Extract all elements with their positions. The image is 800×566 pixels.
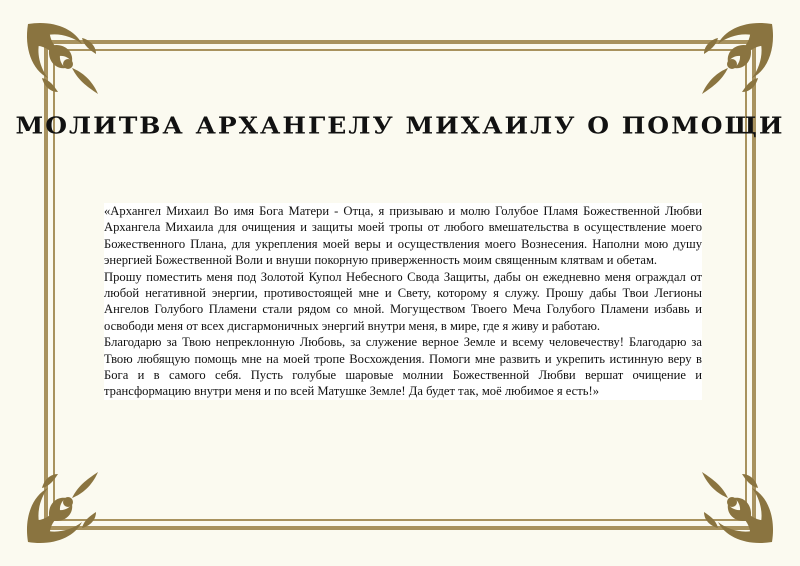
prayer-paragraph: «Архангел Михаил Во имя Бога Матери - Отца, я призываю и молю Голубое Пламя Божественной Любви Архангела Михаила для очищения и защиты моей тропы от любого вмешательства в осуществление моего Божественного Плана, для укрепления моей веры и осуществления моего Вознесения. Наполни мою душу энергией Божественной Воли и внуши покорную приверженность моим священным клятвам и обетам. [104,204,702,268]
corner-ornament-icon [696,466,778,548]
corner-ornament-icon [22,18,104,100]
page-title: МОЛИТВА АРХАНГЕЛУ МИХАИЛУ О ПОМОЩИ [15,111,785,140]
prayer-text-block [104,203,702,400]
corner-ornament-icon [696,18,778,100]
prayer-paragraph: Благодарю за Твою непреклонную Любовь, за служение верное Земле и всему человечеству! Благодарю за Твою любящую помощь мне на моей тропе Восхождения. Помоги мне развить и укрепить истинную веру в Бога и в самого себя. Пусть голубые шаровые молнии Божественной Любви вершат очищение и трансформацию внутри меня и по всей Матушке Земле! Да будет так, моё любимое я есть!» [104,335,702,399]
corner-ornament-icon [22,466,104,548]
prayer-paragraph: Прошу поместить меня под Золотой Купол Небесного Свода Защиты, дабы он ежедневно меня ограждал от любой негативной энергии, противостоящей мне и Свету, которому я служу. Прошу дабы Твои Легионы Ангелов Голубого Пламени стали рядом со мной. Могуществом Твоего Меча Голубого Пламени избавь и освободи меня от всех дисгармоничных энергий внутри меня, в мире, где я живу и работаю. [104,269,702,333]
